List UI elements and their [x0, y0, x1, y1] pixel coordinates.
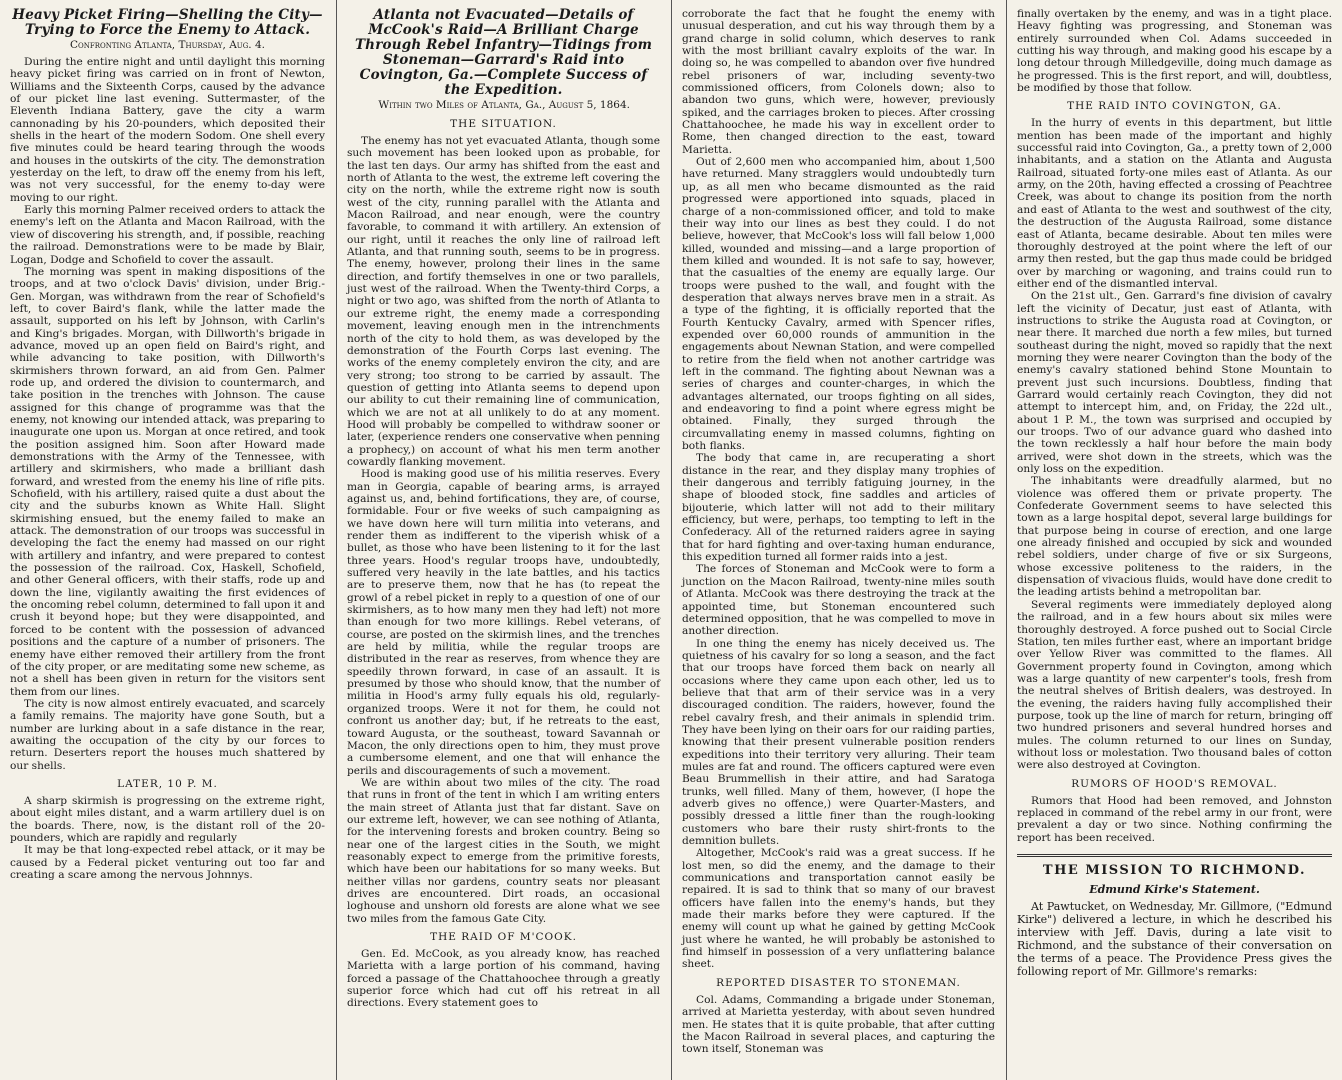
paragraph: The body that came in, are recuperating a short distance in the rear, and they display many trophies of their dangerous and terribly fatiguing journey, in the shape of blooded stock, fine saddles and articles of bijouterie, which latter will not add to their military efficiency, but were, perhaps, too tempting to left in the Confederacy. All of the returned raiders agree in saying that for hard fighting and over-taxing human endurance, this expedition turned all former raids into a jest. — [682, 452, 995, 564]
paragraph: Col. Adams, Commanding a brigade under Stoneman, arrived at Marietta yesterday, with about seven hundred men. He states that it is quite probable, that after cutting the Macon Railroad in several places, and capturing the town itself, Stoneman was — [682, 993, 995, 1056]
paragraph: Several regiments were immediately deployed along the railroad, and in a few hours about six miles were thoroughly destroyed. A force pushed out to Social Circle Station, ten miles further east, where an important bridge over Yellow River was committed to the flames. All Government property found in Covington, among which was a large quantity of new carpenter's tools, fresh from the neutral shelves of British dealers, was destroyed. In the evening, the raiders having fully accomplished their purpose, took up the line of march for return, bringing off two hundred prisoners and several hundred horses and mules. The column returned to our lines on Sunday, without loss or molestation. Two thousand bales of cotton were also destroyed at Covington. — [1017, 598, 1332, 772]
paragraph: The enemy has not yet evacuated Atlanta, though some such movement has been looked upon as probable, for the last ten days. Our army has shifted from the east and north of Atlanta to the west, the extreme left covering the city on the north, while the extreme right now is south west of the city, running parallel with the Atlanta and Macon Railroad, and near enough, were the country favorable, to command it with artillery. An extension of our right, until it reaches the only line of railroad left Atlanta, and that running south, seems to be in progress. The enemy, however, prolong their lines in the same direction, and fortify themselves in one or two parallels, just west of the railroad. When the Twenty-third Corps, a night or two ago, was shifted from the north of Atlanta to our extreme right, the enemy made a corresponding movement, leaving enough men in the intrenchments north of the city to hold them, as was developed by the demonstration of the Fourth Corps last evening. The works of the enemy completely environ the city, and are very strong; too strong to be carried by assault. The question of getting into Atlanta seems to depend upon our ability to cut their remaining line of communication, which we are not at all unlikely to do at any moment. Hood will probably be compelled to withdraw sooner or later, (experience renders one conservative when penning a prophecy,) on account of what his men term another cowardly flanking movement. — [347, 135, 660, 468]
paragraph: corroborate the fact that he fought the enemy with unusual desperation, and cut his way through them by a grand charge in solid column, which deserves to rank with the most brilliant cavalry exploits of the war. In doing so, he was compelled to abandon over five hundred rebel prisoners of war, including seventy-two commissioned officers, from Colonels down; also to abandon two guns, which were, however, previously spiked, and the carriages broken to pieces. After crossing Chattahoochee, he made his way in excellent order to Rome, then changed direction to the east, toward Marietta. — [682, 8, 995, 156]
paragraph: The forces of Stoneman and McCook were to form a junction on the Macon Railroad, twenty-nine miles south of Atlanta. McCook was there destroying the track at the appointed time, but Stoneman encountered such determined opposition, that he was compelled to move in another direction. — [682, 563, 995, 638]
paragraph: Altogether, McCook's raid was a great success. If he lost men, so did the enemy, and the damage to their communications and transportation cannot easily be repaired. It is sad to think that so many of our bravest officers have fallen into the enemy's hands, but they made their marks before they were captured. If the enemy will count up what he gained by getting McCook just where he wanted, he will probably be astonished to find himself in possession of a very unflattering balance sheet. — [682, 847, 995, 971]
paragraph: Out of 2,600 men who accompanied him, about 1,500 have returned. Many stragglers would undoubtedly turn up, as all men who became dismounted as the raid progressed were apportioned into squads, placed in charge of a non-commissioned officer, and told to make their way into our lines as best they could. I do not believe, however, that McCook's loss will fall below 1,000 killed, wounded and missing—and a large proportion of them killed and wounded. It is not safe to say, however, that the casualties of the enemy are equally large. Our troops were pushed to the wall, and fought with the desperation that always nerves brave men in a strait. As a type of the fighting, it is officially reported that the Fourth Kentucky Cavalry, armed with Spencer rifles, expended over 60,000 rounds of ammunition in the engagements about Newnan Station, and were compelled to retire from the field when not another cartridge was left in the command. The fighting about Newnan was a series of charges and counter-charges, in which the advantages alternated, our troops fighting on all sides, and endeavoring to find a point where egress might be obtained. Finally, they surged through the circumvallating enemy in massed columns, fighting on both flanks. — [682, 156, 995, 453]
paragraph: In the hurry of events in this department, but little mention has been made of the important and highly successful raid into Covington, Ga., a pretty town of 2,000 inhabitants, and a station on the Atlanta and Augusta Railroad, situated forty-one miles east of Atlanta. As our army, on the 20th, having effected a crossing of Peachtree Creek, was about to change its position from the north and east of Atlanta to the west and southwest of the city, the destruction of the Augusta Railroad, some distance east of Atlanta, became desirable. About ten miles were thoroughly destroyed at the point where the left of our army then rested, but the gap thus made could be bridged over by marching or wagoning, and trains could run to either end of the dismantled interval. — [1017, 117, 1332, 290]
column-1-headline: Heavy Picket Firing—Shelling the City—Trying to Force the Enemy to Attack. — [12, 7, 323, 38]
paragraph: At Pawtucket, on Wednesday, Mr. Gillmore, ("Edmund Kirke") delivered a lecture, in which he described his interview with Jeff. Davis, during a late visit to Richmond, and the substance of their conversation on the terms of a peace. The Providence Press gives the following report of Mr. Gillmore's remarks: — [1017, 900, 1332, 978]
section-heading-hood: RUMORS OF HOOD'S REMOVAL. — [1071, 777, 1278, 790]
paragraph: A sharp skirmish is progressing on the extreme right, about eight miles distant, and a warm artillery duel is on the boards. There, now, is the distant roll of the 20-pounders, which are rapidly and regularly — [10, 794, 325, 844]
section-heading-situation: THE SITUATION. — [450, 118, 557, 130]
section-heading-covington: THE RAID INTO COVINGTON, GA. — [1067, 100, 1282, 113]
later-heading: LATER, 10 P. M. — [117, 777, 218, 790]
section-heading-mccook: THE RAID OF M'COOK. — [430, 931, 577, 943]
richmond-headline: THE MISSION TO RICHMOND. — [1017, 854, 1332, 879]
paragraph: Hood is making good use of his militia reserves. Every man in Georgia, capable of bearing arms, is arrayed against us, and, behind fortifications, they are, of course, formidable. Four or five weeks of such campaigning as we have down here will turn militia into veterans, and render them as indifferent to the viperish whisk of a bullet, as those who have been listening to it for the last three years. Hood's regular troops have, undoubtedly, suffered very heavily in the late battles, and his tactics are to preserve them, now that he has (to repeat the growl of a rebel picket in reply to a question of one of our skirmishers, as to how many men they had left) not more than enough for two more killings. Rebel veterans, of course, are posted on the skirmish lines, and the trenches are held by militia, while the regular troops are distributed in the rear as reserves, from whence they are speedily thrown forward, in case of an assault. It is presumed by those who should know, that the number of militia in Hood's army fully equals his old, regularly-organized troops. Were it not for them, he could not confront us another day; but, if he retreats to the east, toward Augusta, or the southeast, toward Savannah or Macon, the only directions open to him, they must prove a cumbersome element, and one that will enhance the perils and discouragements of such a movement. — [347, 468, 660, 777]
column-2-dateline: Within two Miles of Atlanta, Ga., August 5, 1864. — [378, 99, 630, 111]
column-3 — [672, 0, 1005, 1080]
column-4 — [1007, 0, 1342, 1080]
paragraph: On the 21st ult., Gen. Garrard's fine division of cavalry left the vicinity of Decatur, just east of Atlanta, with instructions to strike the Augusta road at Covington, or near there. It marched due north a few miles, but turned southeast during the night, moved so rapidly that the next morning they were nearer Covington than the body of the enemy's cavalry stationed behind Stone Mountain to prevent just such incursions. Doubtless, finding that Garrard would certainly reach Covington, they did not attempt to intercept him, and, on Friday, the 22d ult., about 1 P. M., the town was surprised and occupied by our troops. Two of our advance guard who dashed into the town recklessly a half hour before the main body arrived, were shot down in the streets, which was the only loss on the expedition. — [1017, 290, 1332, 476]
paragraph: In one thing the enemy has nicely deceived us. The quietness of his cavalry for so long a season, and the fact that our troops have forced them back on nearly all occasions where they came upon each other, led us to believe that that arm of their service was in a very discouraged condition. The raiders, however, found the rebel cavalry fresh, and their animals in splendid trim. They have been lying on their oars for our raiding parties, knowing that their present vulnerable position renders expeditions into their territory very alluring. Their team mules are fat and round. The officers captured were even Beau Brummellish in their attire, and had Saratoga trunks, well filled. Many of them, however, (I hope the adverb gives no offence,) were Quarter-Masters, and possibly dressed a little finer than the rough-looking customers who bare their rusty shirt-fronts to the demnition bullets. — [682, 637, 995, 848]
column-1 — [0, 0, 335, 1080]
column-1-dateline: Confronting Atlanta, Thursday, Aug. 4. — [70, 39, 265, 51]
paragraph: The inhabitants were dreadfully alarmed, but no violence was offered them or private property. The Confederate Government seems to have selected this town as a large hospital depot, several large buildings for that purpose being in course of erection, and one large one already finished and occupied by sick and wounded rebel soldiers, under charge of five or six Surgeons, whose excessive politeness to the raiders, in the dispensation of vivacious fluids, would have done credit to the leading artists behind a metropolitan bar. — [1017, 475, 1332, 599]
paragraph: Gen. Ed. McCook, as you already know, has reached Marietta with a large portion of his command, having forced a passage of the Chattahoochee through a greatly superior force which had cut off his retreat in all directions. Every statement goes to — [347, 948, 660, 1010]
paragraph: During the entire night and until daylight this morning heavy picket firing was carried on in front of Newton, Williams and the Sixteenth Corps, caused by the advance of our picket line last evening. Suttermaster, of the Eleventh Indiana Battery, gave the city a warm cannonading by his 20-pounders, which deposited their shells in the heart of the modern Sodom. One shell every five minutes could be heard tearing through the woods and houses in the outskirts of the city. The demonstration yesterday on the left, to draw off the enemy from his left, was not very successful, for the enemy to-day were moving to our right. — [10, 56, 325, 204]
paragraph: finally overtaken by the enemy, and was in a tight place. Heavy fighting was progressing, and Stoneman was entirely surrounded when Col. Adams succeeded in cutting his way through, and making good his escape by a long detour through Milledgeville, doing much damage as he progressed. This is the first report, and will, doubtless, be modified by those that follow. — [1017, 8, 1332, 95]
column-2-headline: Atlanta not Evacuated—Details of McCook's Raid—A Brilliant Charge Through Rebel Infantry—Tidings from Stoneman—Garrard's Raid into Covington, Ga.—Complete Success of the Expedition. — [354, 7, 653, 98]
paragraph: The city is now almost entirely evacuated, and scarcely a family remains. The majority have gone South, but a number are lurking about in a safe distance in the rear, awaiting the occupation of the city by our forces to return. Deserters report the houses much shattered by our shells. — [10, 697, 325, 772]
paragraph: Rumors that Hood had been removed, and Johnston replaced in command of the rebel army in our front, were prevalent a day or two since. Nothing confirming the report has been received. — [1017, 794, 1332, 844]
paragraph: The morning was spent in making dispositions of the troops, and at two o'clock Davis' division, under Brig.-Gen. Morgan, was withdrawn from the rear of Schofield's left, to cover Baird's flank, while the latter made the assault, supported on his left by Johnson, with Carlin's and King's brigades. Morgan, with Dillworth's brigade in advance, moved up an open field on Baird's right, and while advancing to take position, with Dillworth's skirmishers thrown forward, an aid from Gen. Palmer rode up, and ordered the division to countermarch, and take position in the trenches with Johnson. The cause assigned for this change of programme was that the enemy, not knowing our intended attack, was preparing to inaugurate one upon us. Morgan at once retired, and took the position assigned him. Soon after Howard made demonstrations with the Army of the Tennessee, with artillery and skirmishers, who made a brilliant dash forward, and wrested from the enemy his line of rifle pits. Schofield, with his artillery, raised quite a dust about the city and the suburbs known as White Hall. Slight skirmishing ensued, but the enemy failed to make an attack. The demonstration of our troops was successful in developing the fact the enemy had massed on our right with artillery and infantry, and were prepared to contest the possession of the railroad. Cox, Haskell, Schofield, and other General officers, with their staffs, rode up and down the line, vigilantly awaiting the first evidences of the oncoming rebel column, determined to fall upon it and crush it beyond hope; but they were disappointed, and forced to be content with the possession of advanced positions and the capture of a number of prisoners. The enemy have either removed their artillery from the front of the city proper, or are meditating some new scheme, as not a shell has been given in return for the visitors sent them from our lines. — [10, 265, 325, 698]
paragraph: Early this morning Palmer received orders to attack the enemy's left on the Atlanta and Macon Railroad, with the view of discovering his strength, and, if possible, reaching the railroad. Demonstrations were to be made by Blair, Logan, Dodge and Schofield to cover the assault. — [10, 204, 325, 266]
richmond-subhead: Edmund Kirke's Statement. — [1089, 883, 1260, 896]
section-heading-stoneman: REPORTED DISASTER TO STONEMAN. — [716, 976, 961, 989]
paragraph: It may be that long-expected rebel attack, or it may be caused by a Federal picket venturing out too far and creating a scare among the nervous Johnnys. — [10, 844, 325, 881]
paragraph: We are within about two miles of the city. The road that runs in front of the tent in which I am writing enters the main street of Atlanta just that far distant. Save on our extreme left, however, we can see nothing of Atlanta, for the intervening forests and broken country. Being so near one of the largest cities in the South, we might reasonably expect to emerge from the primitive forests, which have been our habitations for so many weeks. But neither villas nor gardens, country seats nor pleasant drives are encountered. Dirt roads, an occasional loghouse and unshorn old forests are alone what we see two miles from the famous Gate City. — [347, 776, 660, 925]
column-2 — [337, 0, 670, 1080]
